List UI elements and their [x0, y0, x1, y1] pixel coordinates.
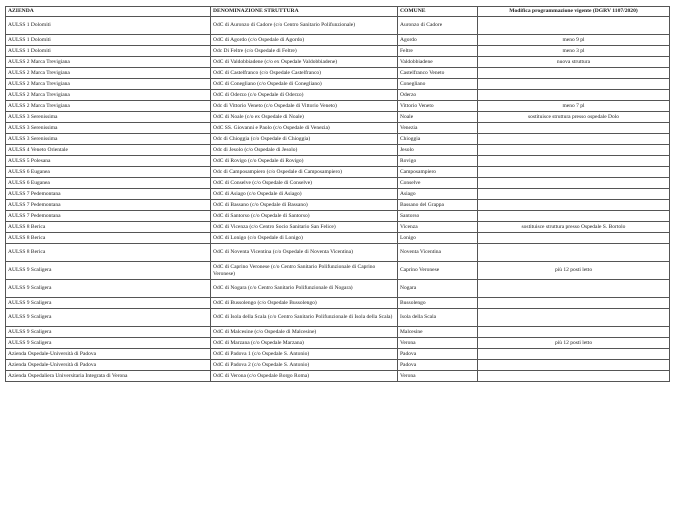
cell-modifica: meno 9 pl: [478, 35, 670, 46]
cell-struttura: Odc di Vittorio Veneto (c/o Ospedale di Vittorio Veneto): [211, 101, 398, 112]
table-row: [6, 222, 670, 233]
cell-struttura: Odc di Camposampiero (c/o Ospedale di Camposampiero): [211, 167, 398, 178]
cell-modifica: [478, 178, 670, 189]
header-row: [6, 7, 670, 17]
cell-comune: Chioggia: [398, 134, 478, 145]
table-row: [6, 90, 670, 101]
header-azienda: AZIENDA: [6, 7, 211, 17]
cell-comune: Padova: [398, 349, 478, 360]
cell-struttura: OdC di Caprino Veronese (c/o Centro Sanitario Polifunzionale di Caprino Veronese): [211, 262, 398, 280]
cell-azienda: AULSS 8 Berica: [6, 233, 211, 244]
cell-modifica: [478, 298, 670, 309]
cell-struttura: OdC di Lonigo (c/o Ospedale di Lonigo): [211, 233, 398, 244]
table-row: [6, 298, 670, 309]
cell-comune: Nogara: [398, 280, 478, 298]
cell-azienda: AULSS 3 Serenissima: [6, 134, 211, 145]
cell-modifica: [478, 123, 670, 134]
cell-comune: Jesolo: [398, 145, 478, 156]
cell-azienda: AULSS 9 Scaligera: [6, 327, 211, 338]
cell-azienda: AULSS 5 Polesana: [6, 156, 211, 167]
cell-comune: Castelfranco Veneto: [398, 68, 478, 79]
cell-struttura: Odc Di Feltre (c/o Ospedale di Feltre): [211, 46, 398, 57]
cell-comune: Valdobbiadene: [398, 57, 478, 68]
cell-comune: Oderzo: [398, 90, 478, 101]
table-row: [6, 262, 670, 280]
table-row: [6, 189, 670, 200]
header-struttura: DENOMINAZIONE STRUTTURA: [211, 7, 398, 17]
cell-comune: Vittorio Veneto: [398, 101, 478, 112]
cell-modifica: più 12 posti letto: [478, 262, 670, 280]
cell-struttura: OdC di Bussolengo (c/o Ospedale Bussolengo): [211, 298, 398, 309]
cell-modifica: [478, 167, 670, 178]
cell-modifica: [478, 156, 670, 167]
cell-azienda: AULSS 9 Scaligera: [6, 338, 211, 349]
table-row: [6, 167, 670, 178]
cell-struttura: OdC di Verona (c/o Ospedale Borgo Roma): [211, 371, 398, 382]
cell-struttura: Odc di Jesolo (c/o Ospedale di Jesolo): [211, 145, 398, 156]
cell-azienda: AULSS 6 Euganea: [6, 167, 211, 178]
cell-azienda: AULSS 9 Scaligera: [6, 298, 211, 309]
cell-comune: Venezia: [398, 123, 478, 134]
cell-azienda: AULSS 1 Dolomiti: [6, 17, 211, 35]
table-row: [6, 233, 670, 244]
cell-modifica: [478, 280, 670, 298]
cell-azienda: AULSS 1 Dolomiti: [6, 35, 211, 46]
cell-comune: Caprino Veronese: [398, 262, 478, 280]
cell-azienda: AULSS 3 Serenissima: [6, 112, 211, 123]
cell-azienda: AULSS 2 Marca Trevigiana: [6, 57, 211, 68]
table-row: [6, 134, 670, 145]
cell-struttura: OdC di Marzana (c/o Ospedale Marzana): [211, 338, 398, 349]
cell-modifica: [478, 233, 670, 244]
table-row: [6, 68, 670, 79]
cell-azienda: AULSS 7 Pedemontana: [6, 200, 211, 211]
cell-modifica: [478, 68, 670, 79]
cell-comune: Conegliano: [398, 79, 478, 90]
cell-struttura: OdC di Malcesine (c/o Ospedale di Malcesine): [211, 327, 398, 338]
cell-modifica: meno 3 pl: [478, 46, 670, 57]
cell-modifica: [478, 371, 670, 382]
cell-comune: Vicenza: [398, 222, 478, 233]
cell-azienda: AULSS 6 Euganea: [6, 178, 211, 189]
cell-modifica: meno 7 pl: [478, 101, 670, 112]
table-row: [6, 360, 670, 371]
cell-comune: Verona: [398, 371, 478, 382]
cell-struttura: OdC di Oderzo (c/o Ospedale di Oderzo): [211, 90, 398, 101]
cell-struttura: OdC di Conselve (c/o Ospedale di Conselve): [211, 178, 398, 189]
cell-comune: Isola della Scala: [398, 309, 478, 327]
table-row: [6, 17, 670, 35]
cell-struttura: OdC di Noale (c/o ex Ospedale di Noale): [211, 112, 398, 123]
cell-comune: Conselve: [398, 178, 478, 189]
table-row: [6, 327, 670, 338]
table-row: [6, 57, 670, 68]
table-row: [6, 178, 670, 189]
table-row: [6, 338, 670, 349]
cell-modifica: [478, 309, 670, 327]
cell-comune: Bassano del Grappa: [398, 200, 478, 211]
cell-struttura: OdC di Santorso (c/o Ospedale di Santorso): [211, 211, 398, 222]
cell-azienda: Azienda Ospedale-Università di Padova: [6, 349, 211, 360]
cell-comune: Noale: [398, 112, 478, 123]
cell-azienda: Azienda Ospedale-Università di Padova: [6, 360, 211, 371]
cell-comune: Lonigo: [398, 233, 478, 244]
header-modifica: Modifica programmazione vigente (DGRV 1107/2020): [478, 7, 670, 17]
cell-comune: Santorso: [398, 211, 478, 222]
cell-azienda: AULSS 8 Berica: [6, 222, 211, 233]
cell-azienda: AULSS 2 Marca Trevigiana: [6, 68, 211, 79]
cell-modifica: [478, 360, 670, 371]
table-row: [6, 112, 670, 123]
cell-modifica: [478, 134, 670, 145]
cell-azienda: Azienda Ospedaliera Universitaria Integrata di Verona: [6, 371, 211, 382]
cell-modifica: [478, 327, 670, 338]
table-row: [6, 371, 670, 382]
table-row: [6, 211, 670, 222]
cell-modifica: sostituisce struttura presso ospedale Dolo: [478, 112, 670, 123]
table-row: [6, 145, 670, 156]
table-row: [6, 123, 670, 134]
cell-azienda: AULSS 9 Scaligera: [6, 309, 211, 327]
table-row: [6, 280, 670, 298]
table-row: [6, 309, 670, 327]
hospital-table: [5, 6, 670, 382]
cell-modifica: [478, 349, 670, 360]
cell-azienda: AULSS 3 Serenissima: [6, 123, 211, 134]
cell-struttura: OdC di Rovigo (c/o Ospedale di Rovigo): [211, 156, 398, 167]
cell-comune: Verona: [398, 338, 478, 349]
cell-modifica: nuova struttura: [478, 57, 670, 68]
cell-comune: Padova: [398, 360, 478, 371]
cell-struttura: OdC di Isola della Scala (c/o Centro Sanitario Polifunzionale di Isola della Scala): [211, 309, 398, 327]
cell-comune: Feltre: [398, 46, 478, 57]
cell-azienda: AULSS 7 Pedemontana: [6, 189, 211, 200]
cell-modifica: [478, 79, 670, 90]
cell-azienda: AULSS 9 Scaligera: [6, 262, 211, 280]
cell-azienda: AULSS 1 Dolomiti: [6, 46, 211, 57]
cell-comune: Camposampiero: [398, 167, 478, 178]
table-row: [6, 79, 670, 90]
cell-azienda: AULSS 2 Marca Trevigiana: [6, 90, 211, 101]
table-row: [6, 35, 670, 46]
table-body: [6, 17, 670, 382]
cell-modifica: [478, 145, 670, 156]
cell-struttura: OdC di Agordo (c/o Ospedale di Agordo): [211, 35, 398, 46]
table-row: [6, 101, 670, 112]
cell-comune: Bussolengo: [398, 298, 478, 309]
cell-struttura: OdC di Castelfranco (c/o Ospedale Castelfranco): [211, 68, 398, 79]
cell-comune: Asiago: [398, 189, 478, 200]
cell-azienda: AULSS 7 Pedemontana: [6, 211, 211, 222]
cell-comune: Noventa Vicentina: [398, 244, 478, 262]
cell-modifica: sostituisce struttura presso Ospedale S. Bortolo: [478, 222, 670, 233]
cell-struttura: OdC di Conegliano (c/o Ospedale di Conegliano): [211, 79, 398, 90]
cell-struttura: OdC di Nogara (c/o Centro Sanitario Polifunzionale di Nogara): [211, 280, 398, 298]
document-page: [5, 6, 670, 382]
cell-comune: Malcesine: [398, 327, 478, 338]
table-row: [6, 349, 670, 360]
cell-struttura: OdC di Padova 1 (c/o Ospedale S. Antonio): [211, 349, 398, 360]
cell-azienda: AULSS 4 Veneto Orientale: [6, 145, 211, 156]
cell-modifica: [478, 244, 670, 262]
cell-struttura: Odc di Chioggia (c/o Ospedale di Chioggia): [211, 134, 398, 145]
cell-struttura: OdC SS. Giovanni e Paolo (c/o Ospedale di Venezia): [211, 123, 398, 134]
cell-modifica: [478, 189, 670, 200]
table-header: [6, 7, 670, 17]
cell-struttura: OdC di Valdobbiadene (c/o ex Ospedale Valdobbiadene): [211, 57, 398, 68]
cell-azienda: AULSS 8 Berica: [6, 244, 211, 262]
cell-comune: Rovigo: [398, 156, 478, 167]
cell-struttura: OdC di Bassano (c/o Ospedale di Bassano): [211, 200, 398, 211]
cell-struttura: OdC di Padova 2 (c/o Ospedale S. Antonio): [211, 360, 398, 371]
cell-struttura: OdC di Auronzo di Cadore (c/o Centro Sanitario Polifunzionale): [211, 17, 398, 35]
cell-struttura: OdC di Asiago (c/o Ospedale di Asiago): [211, 189, 398, 200]
header-comune: COMUNE: [398, 7, 478, 17]
cell-modifica: [478, 90, 670, 101]
cell-modifica: [478, 200, 670, 211]
table-row: [6, 244, 670, 262]
cell-modifica: [478, 17, 670, 35]
table-row: [6, 46, 670, 57]
cell-struttura: OdC di Noventa Vicentina (c/o Ospedale di Noventa Vicentina): [211, 244, 398, 262]
cell-modifica: [478, 211, 670, 222]
cell-azienda: AULSS 9 Scaligera: [6, 280, 211, 298]
cell-azienda: AULSS 2 Marca Trevigiana: [6, 79, 211, 90]
table-row: [6, 156, 670, 167]
cell-struttura: OdC di Vicenza (c/o Centro Socio Sanitario San Felice): [211, 222, 398, 233]
cell-comune: Agordo: [398, 35, 478, 46]
cell-comune: Auronzo di Cadore: [398, 17, 478, 35]
cell-modifica: più 12 posti letto: [478, 338, 670, 349]
table-row: [6, 200, 670, 211]
cell-azienda: AULSS 2 Marca Trevigiana: [6, 101, 211, 112]
